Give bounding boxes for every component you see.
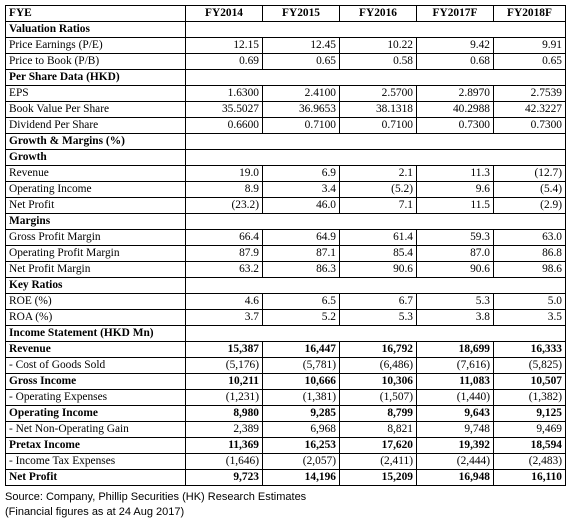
- value-cell: (5.2): [340, 182, 417, 198]
- value-cell: 19.0: [186, 166, 263, 182]
- value-cell: 0.7300: [417, 118, 494, 134]
- value-cell: 0.7100: [340, 118, 417, 134]
- empty-cell: [186, 150, 566, 166]
- value-cell: 9,643: [417, 406, 494, 422]
- value-cell: (5,176): [186, 358, 263, 374]
- table-row: [6, 294, 566, 310]
- row-label: Growth: [6, 150, 186, 166]
- table-row: [6, 38, 566, 54]
- row-label: Operating Profit Margin: [6, 246, 186, 262]
- value-cell: 10,211: [186, 374, 263, 390]
- source-note: Source: Company, Phillip Securities (HK) Research Estimates: [5, 491, 307, 503]
- value-cell: 9,285: [263, 406, 340, 422]
- value-cell: 0.7300: [494, 118, 566, 134]
- value-cell: 63.0: [494, 230, 566, 246]
- value-cell: 18,699: [417, 342, 494, 358]
- value-cell: 5.3: [417, 294, 494, 310]
- table-row: [6, 118, 566, 134]
- table-row: [6, 358, 566, 374]
- value-cell: (5.4): [494, 182, 566, 198]
- value-cell: 9.6: [417, 182, 494, 198]
- value-cell: 8,799: [340, 406, 417, 422]
- value-cell: 2,389: [186, 422, 263, 438]
- empty-cell: [186, 70, 566, 86]
- value-cell: 90.6: [417, 262, 494, 278]
- section-header-row: [6, 70, 566, 86]
- value-cell: 35.5027: [186, 102, 263, 118]
- value-cell: 3.8: [417, 310, 494, 326]
- value-cell: 61.4: [340, 230, 417, 246]
- value-cell: (2,057): [263, 454, 340, 470]
- table-row: [6, 374, 566, 390]
- table-row: [6, 102, 566, 118]
- value-cell: 16,948: [417, 470, 494, 486]
- value-cell: 87.9: [186, 246, 263, 262]
- table-row: [6, 230, 566, 246]
- table-row: [6, 54, 566, 70]
- value-cell: 2.5700: [340, 86, 417, 102]
- value-cell: (1,382): [494, 390, 566, 406]
- footnote: [5, 490, 306, 520]
- empty-cell: [186, 22, 566, 38]
- value-cell: 0.69: [186, 54, 263, 70]
- value-cell: 6.5: [263, 294, 340, 310]
- financial-summary: [5, 5, 566, 486]
- value-cell: 3.4: [263, 182, 340, 198]
- row-label: - Net Non-Operating Gain: [6, 422, 186, 438]
- row-label: Revenue: [6, 166, 186, 182]
- table-row: [6, 182, 566, 198]
- value-cell: 9,723: [186, 470, 263, 486]
- value-cell: 90.6: [340, 262, 417, 278]
- value-cell: 2.8970: [417, 86, 494, 102]
- value-cell: 86.8: [494, 246, 566, 262]
- value-cell: 0.58: [340, 54, 417, 70]
- value-cell: 0.6600: [186, 118, 263, 134]
- value-cell: 3.7: [186, 310, 263, 326]
- financial-table: [5, 5, 566, 486]
- table-row: [6, 422, 566, 438]
- value-cell: 38.1318: [340, 102, 417, 118]
- row-label: Operating Income: [6, 182, 186, 198]
- value-cell: (2.9): [494, 198, 566, 214]
- row-label: ROE (%): [6, 294, 186, 310]
- value-cell: (1,381): [263, 390, 340, 406]
- value-cell: 0.65: [494, 54, 566, 70]
- value-cell: (23.2): [186, 198, 263, 214]
- table-row: [6, 438, 566, 454]
- value-cell: 64.9: [263, 230, 340, 246]
- row-label: Growth & Margins (%): [6, 134, 186, 150]
- empty-cell: [186, 326, 566, 342]
- value-cell: 86.3: [263, 262, 340, 278]
- row-label: Key Ratios: [6, 278, 186, 294]
- table-row: [6, 166, 566, 182]
- value-cell: 10,666: [263, 374, 340, 390]
- value-cell: 10,306: [340, 374, 417, 390]
- value-cell: (6,486): [340, 358, 417, 374]
- row-label: Gross Profit Margin: [6, 230, 186, 246]
- subsection-header-row: [6, 214, 566, 230]
- row-label: Net Profit: [6, 198, 186, 214]
- value-cell: 9,469: [494, 422, 566, 438]
- value-cell: 16,333: [494, 342, 566, 358]
- value-cell: 17,620: [340, 438, 417, 454]
- value-cell: (1,646): [186, 454, 263, 470]
- value-cell: 1.6300: [186, 86, 263, 102]
- section-header-row: [6, 326, 566, 342]
- value-cell: 87.1: [263, 246, 340, 262]
- value-cell: (2,483): [494, 454, 566, 470]
- value-cell: 59.3: [417, 230, 494, 246]
- section-header-row: [6, 22, 566, 38]
- value-cell: 9.42: [417, 38, 494, 54]
- value-cell: (1,231): [186, 390, 263, 406]
- value-cell: 2.7539: [494, 86, 566, 102]
- value-cell: 18,594: [494, 438, 566, 454]
- value-cell: 6.7: [340, 294, 417, 310]
- value-cell: (12.7): [494, 166, 566, 182]
- value-cell: (5,781): [263, 358, 340, 374]
- table-row: [6, 406, 566, 422]
- empty-cell: [186, 134, 566, 150]
- value-cell: 15,387: [186, 342, 263, 358]
- value-cell: 9,748: [417, 422, 494, 438]
- value-cell: 5.0: [494, 294, 566, 310]
- row-label: Pretax Income: [6, 438, 186, 454]
- row-label: - Operating Expenses: [6, 390, 186, 406]
- value-cell: 42.3227: [494, 102, 566, 118]
- table-row: [6, 342, 566, 358]
- value-cell: 10,507: [494, 374, 566, 390]
- value-cell: 40.2988: [417, 102, 494, 118]
- value-cell: 6,968: [263, 422, 340, 438]
- value-cell: 11,083: [417, 374, 494, 390]
- value-cell: (5,825): [494, 358, 566, 374]
- value-cell: 6.9: [263, 166, 340, 182]
- value-cell: 12.45: [263, 38, 340, 54]
- value-cell: (2,444): [417, 454, 494, 470]
- row-label: Gross Income: [6, 374, 186, 390]
- row-label: Dividend Per Share: [6, 118, 186, 134]
- value-cell: (2,411): [340, 454, 417, 470]
- value-cell: (7,616): [417, 358, 494, 374]
- row-label: Net Profit Margin: [6, 262, 186, 278]
- row-label: - Income Tax Expenses: [6, 454, 186, 470]
- value-cell: 0.65: [263, 54, 340, 70]
- table-header-row: [6, 6, 566, 22]
- table-row: [6, 262, 566, 278]
- header-cell: FY2016: [340, 6, 417, 22]
- financial-table-body: [6, 6, 566, 486]
- header-cell: FY2018F: [494, 6, 566, 22]
- row-label: - Cost of Goods Sold: [6, 358, 186, 374]
- value-cell: 10.22: [340, 38, 417, 54]
- value-cell: 2.4100: [263, 86, 340, 102]
- value-cell: 98.6: [494, 262, 566, 278]
- value-cell: (1,507): [340, 390, 417, 406]
- value-cell: 63.2: [186, 262, 263, 278]
- value-cell: 8.9: [186, 182, 263, 198]
- value-cell: 8,821: [340, 422, 417, 438]
- row-label: Valuation Ratios: [6, 22, 186, 38]
- row-label: Price Earnings (P/E): [6, 38, 186, 54]
- section-header-row: [6, 278, 566, 294]
- subsection-header-row: [6, 150, 566, 166]
- value-cell: 9.91: [494, 38, 566, 54]
- value-cell: 9,125: [494, 406, 566, 422]
- date-note: (Financial figures as at 24 Aug 2017): [5, 506, 185, 518]
- row-label: Margins: [6, 214, 186, 230]
- header-cell: FY2014: [186, 6, 263, 22]
- value-cell: 15,209: [340, 470, 417, 486]
- table-row: [6, 310, 566, 326]
- empty-cell: [186, 278, 566, 294]
- value-cell: 87.0: [417, 246, 494, 262]
- value-cell: 0.7100: [263, 118, 340, 134]
- row-label: Per Share Data (HKD): [6, 70, 186, 86]
- empty-cell: [186, 214, 566, 230]
- value-cell: 2.1: [340, 166, 417, 182]
- row-label: EPS: [6, 86, 186, 102]
- value-cell: 0.68: [417, 54, 494, 70]
- table-row: [6, 390, 566, 406]
- value-cell: 66.4: [186, 230, 263, 246]
- value-cell: (1,440): [417, 390, 494, 406]
- value-cell: 3.5: [494, 310, 566, 326]
- row-label: Operating Income: [6, 406, 186, 422]
- header-cell: FY2015: [263, 6, 340, 22]
- value-cell: 12.15: [186, 38, 263, 54]
- value-cell: 19,392: [417, 438, 494, 454]
- row-label: Revenue: [6, 342, 186, 358]
- row-label: Income Statement (HKD Mn): [6, 326, 186, 342]
- row-label: Price to Book (P/B): [6, 54, 186, 70]
- value-cell: 16,253: [263, 438, 340, 454]
- table-row: [6, 86, 566, 102]
- row-label: Net Profit: [6, 470, 186, 486]
- value-cell: 8,980: [186, 406, 263, 422]
- value-cell: 11.5: [417, 198, 494, 214]
- table-row: [6, 198, 566, 214]
- table-row: [6, 470, 566, 486]
- header-cell: FY2017F: [417, 6, 494, 22]
- table-row: [6, 246, 566, 262]
- row-label: Book Value Per Share: [6, 102, 186, 118]
- value-cell: 5.3: [340, 310, 417, 326]
- value-cell: 36.9653: [263, 102, 340, 118]
- value-cell: 11,369: [186, 438, 263, 454]
- value-cell: 16,110: [494, 470, 566, 486]
- value-cell: 7.1: [340, 198, 417, 214]
- value-cell: 11.3: [417, 166, 494, 182]
- table-row: [6, 454, 566, 470]
- row-label: ROA (%): [6, 310, 186, 326]
- section-header-row: [6, 134, 566, 150]
- value-cell: 4.6: [186, 294, 263, 310]
- value-cell: 14,196: [263, 470, 340, 486]
- value-cell: 5.2: [263, 310, 340, 326]
- value-cell: 46.0: [263, 198, 340, 214]
- value-cell: 85.4: [340, 246, 417, 262]
- header-cell: FYE: [6, 6, 186, 22]
- value-cell: 16,447: [263, 342, 340, 358]
- value-cell: 16,792: [340, 342, 417, 358]
